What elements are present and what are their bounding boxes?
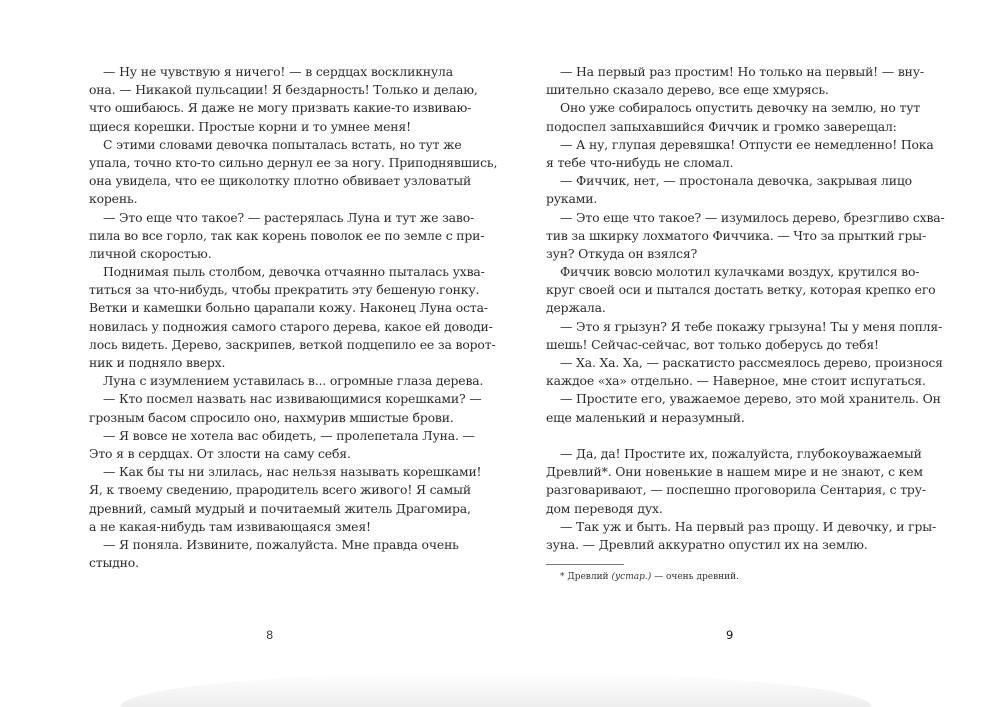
text-line: подоспел запыхавшийся Фиччик и громко заверещал:	[546, 118, 897, 134]
text-line: я тебе что-нибудь не сломал.	[546, 154, 734, 170]
text-line: Я, к твоему сведению, прародитель всего живого! Я самый	[89, 482, 471, 498]
text-line: упала, точно кто-то сильно дернул ее за ногу. Приподнявшись,	[89, 154, 498, 170]
text-line: а не какая-нибудь там извивающаяся змея!	[89, 518, 371, 534]
text-line: Древлий*. Они новенькие в нашем мире и не знают, с кем	[546, 464, 923, 480]
text-line: лось видеть. Дерево, заскрипев, веткой подцепило ее за ворот-	[89, 336, 496, 352]
text-line: — Кто посмел назвать нас извивающимися корешками? —	[103, 391, 482, 407]
paragraph-gap	[546, 427, 912, 445]
text-line: она. — Никакой пульсации! Я бездарность! Только и делаю,	[89, 82, 478, 98]
text-line: — Как бы ты ни злилась, нас нельзя называть корешками!	[103, 464, 482, 480]
text-line: корень.	[89, 191, 138, 207]
text-line: — Это еще что такое? — изумилось дерево, брезгливо схва-	[560, 209, 945, 225]
text-line: — Это еще что такое? — растерялась Луна и тут же заво-	[103, 209, 475, 225]
text-line: — На первый раз простим! Но только на первый! — вну-	[560, 64, 924, 79]
text-line: — А ну, глупая деревяшка! Отпусти ее немедленно! Пока	[560, 136, 934, 152]
footnote-term: Древлий	[567, 572, 609, 583]
text-line: держала.	[546, 300, 606, 316]
text-line: шешь! Сейчас-сейчас, вот только доберусь до тебя!	[546, 336, 879, 352]
text-line: — Я вовсе не хотела вас обидеть, — пролепетала Луна. —	[103, 427, 475, 443]
text-line: титься за что-нибудь, чтобы прекратить эту бешеную гонку.	[89, 282, 480, 298]
text-line: Ветки и камешки больно царапали кожу. Наконец Луна оста-	[89, 300, 488, 316]
text-line: зуна. — Древлий аккуратно опустил их на землю.	[546, 536, 868, 552]
text-line: Оно уже собиралось опустить девочку на землю, но тут	[560, 100, 921, 116]
text-line: ник и подняло вверх.	[89, 355, 226, 370]
text-line: тив за шкирку лохматого Фиччика. — Что за прыткий гры-	[546, 227, 927, 243]
footnote	[546, 571, 912, 583]
text-line: зун? Откуда он взялся?	[546, 245, 698, 261]
text-line: — Ха. Ха. Ха, — раскатисто рассмеялось дерево, произнося	[560, 355, 943, 370]
text-line: — Простите его, уважаемое дерево, это мой хранитель. Он	[560, 391, 941, 407]
text-line: что ошибаюсь. Я даже не могу призвать какие-то извиваю-	[89, 100, 472, 116]
text-line: древний, самый мудрый и почитаемый житель Драгомира,	[89, 500, 471, 516]
footnote-definition: — очень древний.	[654, 572, 739, 583]
text-line: — Ну не чувствую я ничего! — в сердцах воскликнула	[103, 64, 453, 79]
text-line: каждое «ха» отдельно. — Наверное, мне стоит испугаться.	[546, 373, 926, 389]
text-line: — Да, да! Простите их, пожалуйста, глубокоуважаемый	[560, 445, 922, 461]
text-line: — Я поняла. Извините, пожалуйста. Мне правда очень	[103, 536, 459, 552]
text-line: разговаривают, — поспешно проговорила Сентария, с тру-	[546, 482, 926, 498]
text-line: шительно сказало дерево, все еще хмурясь.	[546, 82, 829, 98]
text-line: стыдно.	[89, 555, 139, 571]
footnote-rule	[546, 564, 624, 571]
text-line: руками.	[546, 191, 598, 207]
footnote-marker: *	[560, 572, 565, 583]
text-line: — Фиччик, нет, — простонала девочка, закрывая лицо	[560, 173, 912, 189]
text-line: щиеся корешки. Простые корни и то умнее меня!	[89, 118, 411, 134]
text-line: грозным басом спросило оно, нахмурив мшистые брови.	[89, 409, 454, 425]
right-page-text	[546, 63, 945, 583]
text-line: — Так уж и быть. На первый раз прощу. И девочку, и гры-	[560, 518, 936, 534]
text-line: новилась у подножия самого старого дерева, какое ей доводи-	[89, 318, 493, 334]
text-line: круг своей оси и пытался достать ветку, которая крепко его	[546, 282, 936, 298]
text-line: Фиччик вовсю молотил кулачками воздух, крутился во-	[560, 264, 920, 280]
text-line: дом переводя дух.	[546, 500, 663, 516]
book-bottom-shadow	[120, 672, 872, 707]
page-number-left: 8	[266, 628, 274, 642]
text-line: личной скоростью.	[89, 245, 212, 261]
text-line: С этими словами девочка попыталась встать, но тут же	[103, 136, 462, 152]
text-line: она увидела, что ее щиколотку плотно обвивает узловатый	[89, 173, 472, 189]
text-line: еще маленький и неразумный.	[546, 409, 745, 425]
text-line: Луна с изумлением уставилась в... огромные глаза дерева.	[103, 373, 484, 389]
page-number-right: 9	[726, 628, 734, 642]
text-line: пила во все горло, так как корень поволок ее по земле с при-	[89, 227, 485, 243]
text-line: — Это я грызун? Я тебе покажу грызуна! Ты у меня попля-	[560, 318, 943, 334]
left-page-text	[89, 63, 498, 572]
text-line: Поднимая пыль столбом, девочка отчаянно пыталась ухва-	[103, 264, 485, 280]
footnote-label: (устар.)	[611, 572, 652, 583]
text-line: Это я в сердцах. От злости на саму себя.	[89, 445, 351, 461]
